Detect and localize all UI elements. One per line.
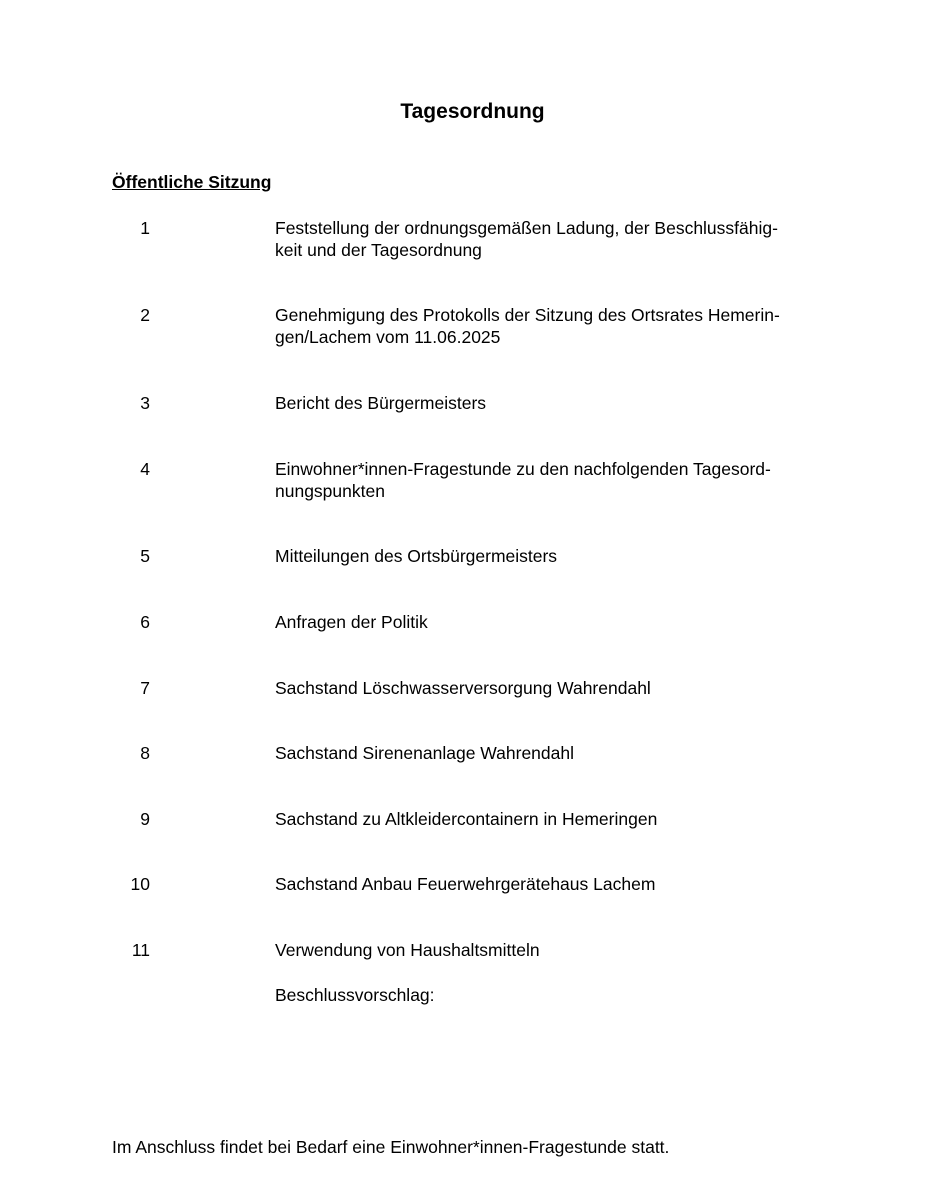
agenda-item-text (275, 677, 835, 699)
resolution-proposal-label: Beschlussvorschlag: (275, 985, 435, 1005)
agenda-item-line: Anfragen der Politik (275, 612, 428, 632)
agenda-item-line: Verwendung von Haushaltsmitteln (275, 940, 540, 960)
agenda-item-text (275, 545, 835, 567)
agenda-item-line: keit und der Tagesordnung (275, 240, 482, 260)
agenda-item-number: 3 (140, 393, 150, 413)
agenda-item-number: 9 (140, 809, 150, 829)
agenda-item-number: 6 (140, 612, 150, 632)
agenda-item-text (275, 939, 835, 961)
agenda-item-number: 5 (140, 546, 150, 566)
agenda-item-line: nungspunkten (275, 481, 385, 501)
agenda-item-line: gen/Lachem vom 11.06.2025 (275, 327, 501, 347)
agenda-item-line: Sachstand Sirenenanlage Wahrendahl (275, 743, 575, 763)
agenda-item-text (275, 873, 835, 895)
agenda-item-line: Genehmigung des Protokolls der Sitzung des Ortsrates Hemerin- (275, 305, 780, 325)
agenda-item-text (275, 217, 835, 261)
agenda-item-text (275, 458, 835, 502)
agenda-item-line: Mitteilungen des Ortsbürgermeisters (275, 546, 558, 566)
agenda-item-text (275, 392, 835, 414)
agenda-item-text (275, 304, 835, 348)
section-heading: Öffentliche Sitzung (112, 172, 272, 192)
agenda-item-number: 8 (140, 743, 150, 763)
footer-note: Im Anschluss findet bei Bedarf eine Einwohner*innen-Fragestunde statt. (112, 1137, 670, 1157)
agenda-item-number: 7 (140, 678, 150, 698)
page-title: Tagesordnung (400, 100, 545, 123)
agenda-item-number: 1 (140, 218, 150, 238)
agenda-item-line: Einwohner*innen-Fragestunde zu den nachfolgenden Tagesord- (275, 459, 771, 479)
agenda-item-line: Sachstand zu Altkleidercontainern in Hemeringen (275, 809, 658, 829)
agenda-item-number: 2 (140, 305, 150, 325)
agenda-item-text (275, 742, 835, 764)
agenda-item-number: 11 (131, 940, 150, 960)
agenda-item-line: Feststellung der ordnungsgemäßen Ladung, der Beschlussfähig- (275, 218, 778, 238)
agenda-item-text (275, 808, 835, 830)
agenda-item-line: Sachstand Löschwasserversorgung Wahrendahl (275, 678, 651, 698)
agenda-item-line: Sachstand Anbau Feuerwehrgerätehaus Lachem (275, 874, 656, 894)
agenda-item-number: 4 (140, 459, 150, 479)
agenda-item-text (275, 611, 835, 633)
agenda-item-number: 10 (130, 874, 150, 894)
agenda-item-line: Bericht des Bürgermeisters (275, 393, 487, 413)
